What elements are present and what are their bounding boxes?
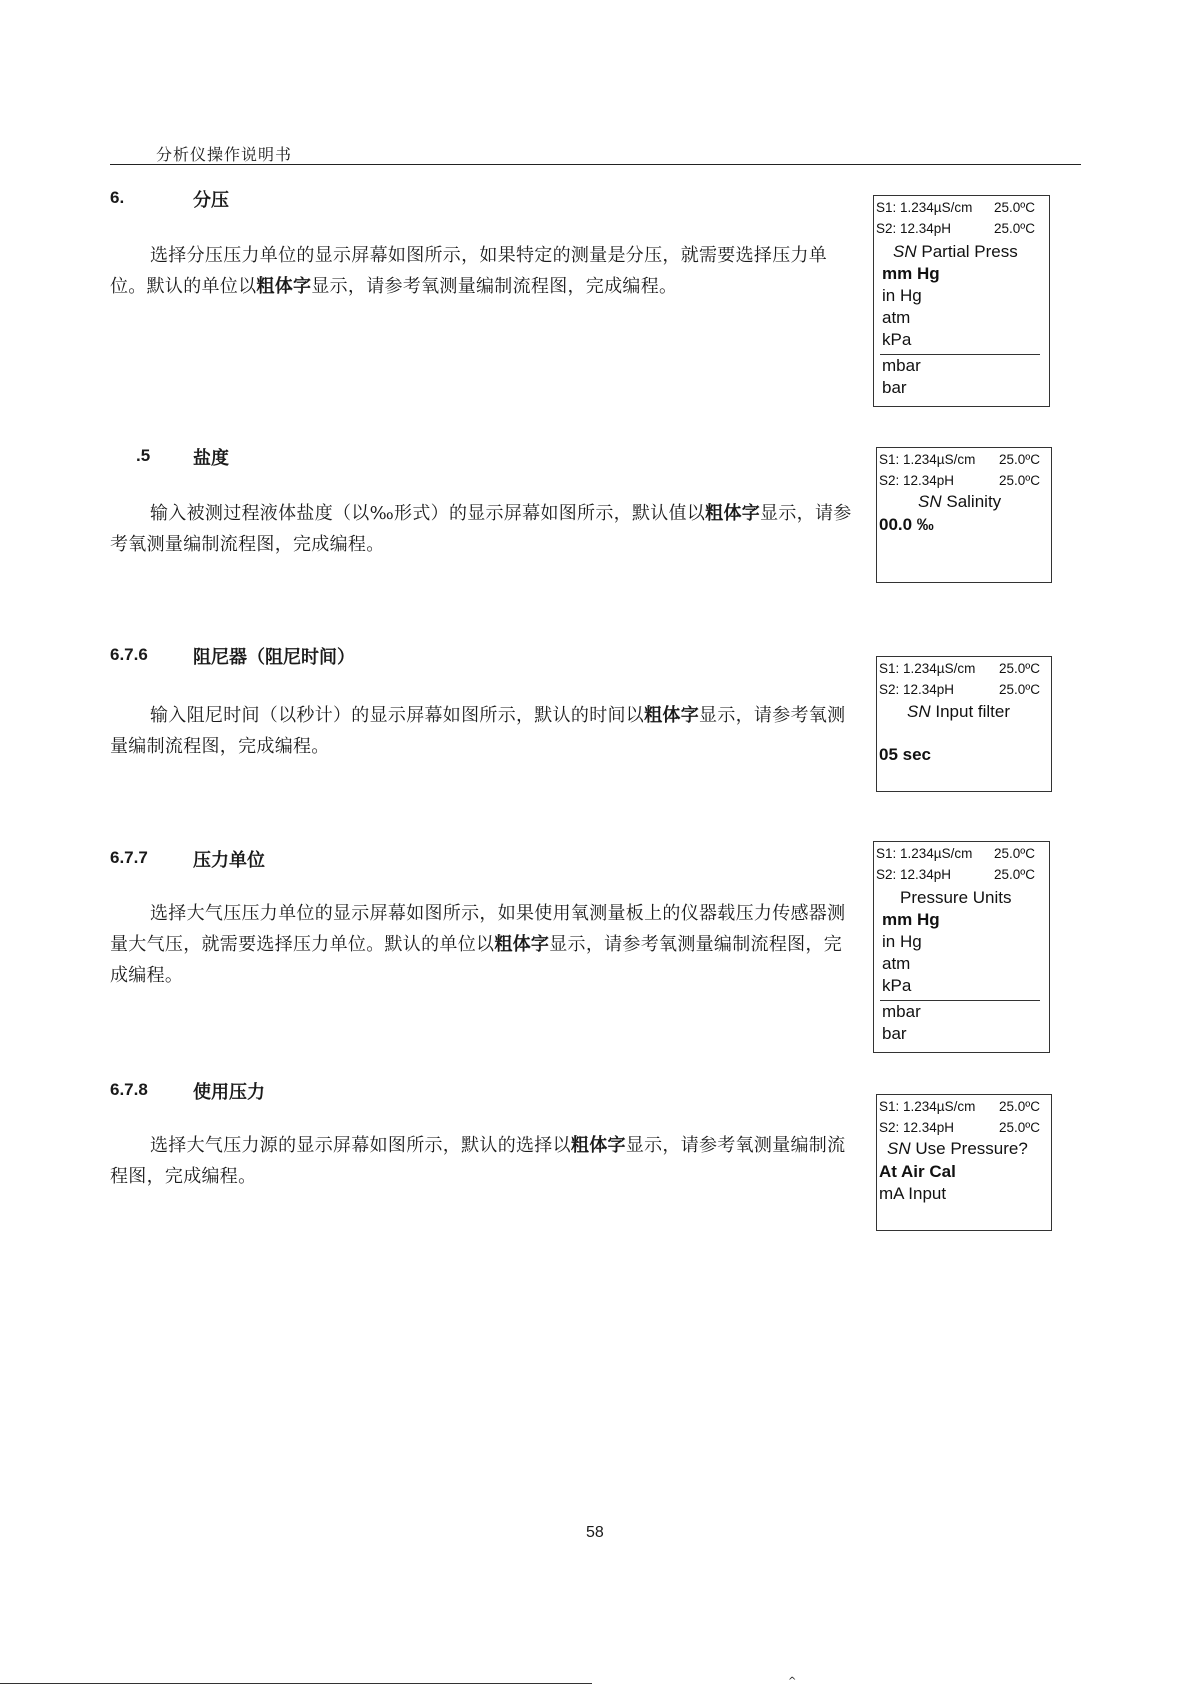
option: bar: [882, 378, 907, 397]
s2-temperature: 25.0ºC: [999, 682, 1040, 697]
lcd-screen-use-pressure: [876, 1094, 1052, 1231]
s2-temperature: 25.0ºC: [999, 1120, 1040, 1135]
header-divider: [110, 164, 1081, 165]
lcd-screen-pressure-units: [873, 841, 1050, 1053]
option: in Hg: [882, 286, 922, 305]
section-paragraph: 选择大气压压力单位的显示屏幕如图所示，如果使用氧测量板上的仪器载压力传感器测量大气压，就需要选择压力单位。默认的单位以粗体字显示，请参考氧测量编制流程图，完成编程。: [110, 903, 846, 986]
s2-temperature: 25.0ºC: [994, 221, 1035, 236]
s1-reading: S1: 1.234µS/cm: [876, 846, 973, 861]
section-title: 盐度: [193, 448, 229, 469]
option: in Hg: [882, 932, 922, 951]
s1-temperature: 25.0ºC: [994, 200, 1035, 215]
option: kPa: [882, 976, 912, 995]
lcd-screen-input-filter: [876, 656, 1052, 792]
section-paragraph: 输入被测过程液体盐度（以‰形式）的显示屏幕如图所示，默认值以粗体字显示，请参考氧测量编制流程图，完成编程。: [110, 503, 852, 555]
s1-reading: S1: 1.234µS/cm: [879, 1099, 976, 1114]
screen-title: SN Use Pressure?: [887, 1139, 1028, 1158]
s1-temperature: 25.0ºC: [999, 1099, 1040, 1114]
lcd-screen-partial-press: [873, 195, 1050, 407]
option-default: At Air Cal: [879, 1162, 956, 1181]
option: kPa: [882, 330, 912, 349]
scroll-divider: [880, 354, 1040, 355]
section-number: 6.7.6: [110, 645, 148, 664]
section-number: 6.7.7: [110, 848, 148, 867]
option: atm: [882, 954, 911, 973]
section-title: 分压: [193, 190, 229, 211]
option: mbar: [882, 1002, 921, 1021]
s1-temperature: 25.0ºC: [999, 661, 1040, 676]
option: mA Input: [879, 1184, 947, 1203]
section-number: 6.7.8: [110, 1080, 148, 1099]
s2-reading: S2: 12.34pH: [876, 867, 952, 882]
s2-reading: S2: 12.34pH: [879, 473, 955, 488]
screen-title: SN Input filter: [907, 702, 1011, 721]
s1-reading: S1: 1.234µS/cm: [879, 452, 976, 467]
section-paragraph: 选择大气压力源的显示屏幕如图所示，默认的选择以粗体字显示，请参考氧测量编制流程图，完成编程。: [110, 1135, 846, 1187]
section-number: 6.: [110, 188, 125, 207]
screen-title: SN Salinity: [918, 492, 1002, 511]
s1-reading: S1: 1.234µS/cm: [876, 200, 973, 215]
screen-title: Pressure Units: [900, 888, 1012, 907]
footer-rule: [0, 1683, 592, 1684]
filter-value: 05 sec: [879, 745, 931, 764]
section-paragraph: 输入阻尼时间（以秒计）的显示屏幕如图所示，默认的时间以粗体字显示，请参考氧测量编制流程图，完成编程。: [110, 705, 846, 757]
section-title: 压力单位: [193, 850, 265, 871]
s2-reading: S2: 12.34pH: [876, 221, 952, 236]
option: mbar: [882, 356, 921, 375]
scroll-divider: [880, 1000, 1040, 1001]
option-default: mm Hg: [882, 264, 940, 283]
screen-title: SN Partial Press: [893, 242, 1018, 261]
section-title: 阻尼器（阻尼时间）: [193, 647, 355, 668]
s2-reading: S2: 12.34pH: [879, 682, 955, 697]
section-number: .5: [136, 446, 151, 465]
s1-temperature: 25.0ºC: [999, 452, 1040, 467]
s1-reading: S1: 1.234µS/cm: [879, 661, 976, 676]
page-number: 58: [586, 1524, 604, 1541]
s1-temperature: 25.0ºC: [994, 846, 1035, 861]
section-paragraph: 选择分压压力单位的显示屏幕如图所示，如果特定的测量是分压，就需要选择压力单位。默认的单位以粗体字显示，请参考氧测量编制流程图，完成编程。: [110, 245, 828, 297]
option-default: mm Hg: [882, 910, 940, 929]
section-title: 使用压力: [193, 1082, 265, 1103]
document-header-title: 分析仪操作说明书: [156, 145, 293, 164]
salinity-value: 00.0 ‰: [879, 515, 934, 534]
s2-temperature: 25.0ºC: [999, 473, 1040, 488]
lcd-screen-salinity: [876, 447, 1052, 583]
option: bar: [882, 1024, 907, 1043]
footer-mark: ^: [788, 1676, 797, 1687]
s2-temperature: 25.0ºC: [994, 867, 1035, 882]
s2-reading: S2: 12.34pH: [879, 1120, 955, 1135]
option: atm: [882, 308, 911, 327]
